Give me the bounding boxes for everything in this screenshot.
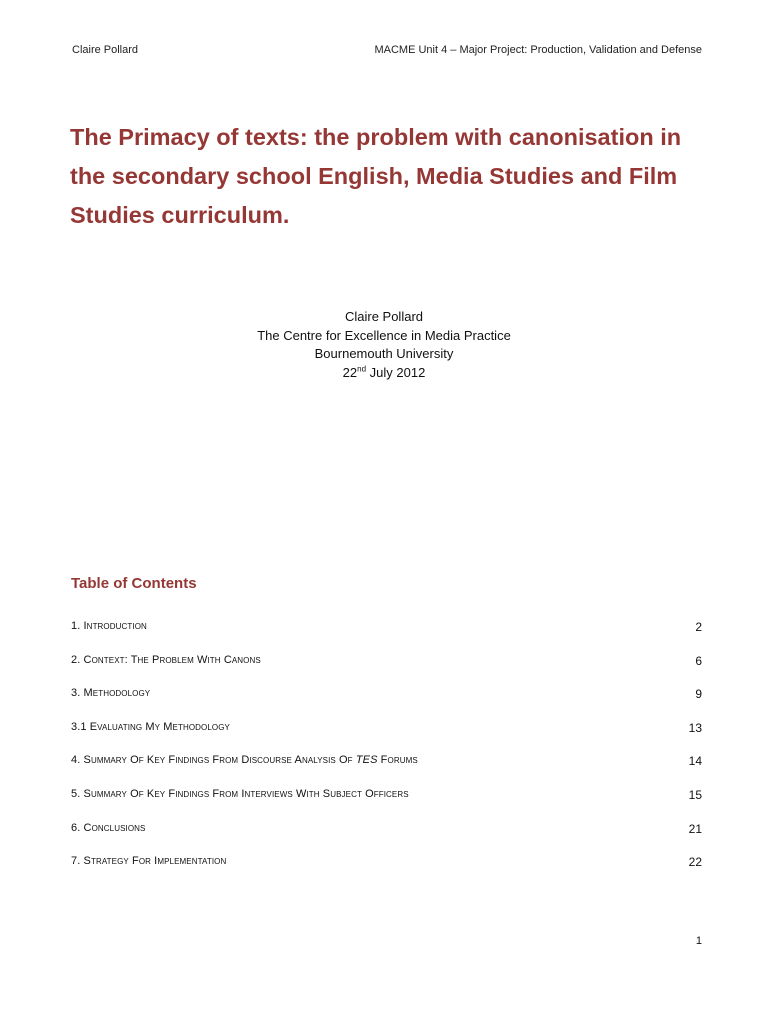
- toc-entry-title: 6. Conclusions: [71, 821, 146, 834]
- document-title: The Primacy of texts: the problem with canonisation in the secondary school English, Media Studies and Film Studies curriculum.: [70, 124, 682, 228]
- toc-entry-evaluating-methodology[interactable]: [71, 718, 702, 752]
- toc-entry-introduction[interactable]: [71, 617, 702, 651]
- toc-entry-title-italic: TES: [355, 754, 378, 767]
- toc-entry-title-part: Forums: [377, 754, 418, 767]
- toc-entry-title: 1. Introduction: [71, 620, 147, 632]
- toc-entry-page-number: 9: [695, 687, 702, 702]
- toc-heading: Table of Contents: [71, 575, 197, 592]
- toc-entry-interviews[interactable]: [71, 785, 702, 819]
- toc-entry-title: [71, 754, 418, 766]
- toc-entry-title-part: 4. Summary Of Key Findings From Discourse Analysis Of: [71, 754, 356, 767]
- toc-entry-title: 2. Context: The Problem With Canons: [71, 653, 261, 666]
- toc-entry-title: 3.1 Evaluating My Methodology: [71, 720, 230, 733]
- toc-entry-title: 7. Strategy For Implementation: [71, 855, 227, 868]
- author-block: [0, 308, 768, 382]
- header-author: Claire Pollard: [72, 44, 139, 56]
- date-ordinal-suffix: nd: [357, 364, 367, 374]
- author-institution: The Centre for Excellence in Media Practice: [257, 327, 511, 343]
- toc-entry-page-number: 13: [688, 720, 702, 735]
- date-month-year: July 2012: [366, 364, 426, 380]
- toc-entry-discourse-analysis[interactable]: [71, 751, 702, 785]
- toc-entry-title: 5. Summary Of Key Findings From Interviews With Subject Officers: [71, 787, 409, 800]
- author-university: Bournemouth University: [314, 346, 454, 361]
- author-name: Claire Pollard: [344, 309, 424, 324]
- toc-entry-page-number: 15: [688, 787, 702, 802]
- toc-entry-page-number: 2: [695, 620, 702, 634]
- toc-entry-page-number: 22: [688, 855, 702, 870]
- page-number: 1: [695, 935, 702, 947]
- submission-date: [0, 364, 768, 383]
- toc-entry-page-number: 14: [688, 754, 702, 769]
- table-of-contents: [71, 617, 702, 886]
- header-course-title: MACME Unit 4 – Major Project: Production, Validation and Defense: [374, 44, 702, 56]
- running-header: [72, 44, 702, 60]
- date-day: 22: [342, 364, 358, 380]
- toc-entry-methodology[interactable]: [71, 684, 702, 718]
- toc-entry-title: 3. Methodology: [71, 687, 151, 700]
- toc-entry-conclusions[interactable]: [71, 819, 702, 853]
- toc-entry-page-number: 6: [695, 653, 702, 668]
- toc-entry-context[interactable]: [71, 651, 702, 685]
- toc-entry-page-number: 21: [688, 821, 702, 836]
- toc-entry-strategy[interactable]: [71, 852, 702, 886]
